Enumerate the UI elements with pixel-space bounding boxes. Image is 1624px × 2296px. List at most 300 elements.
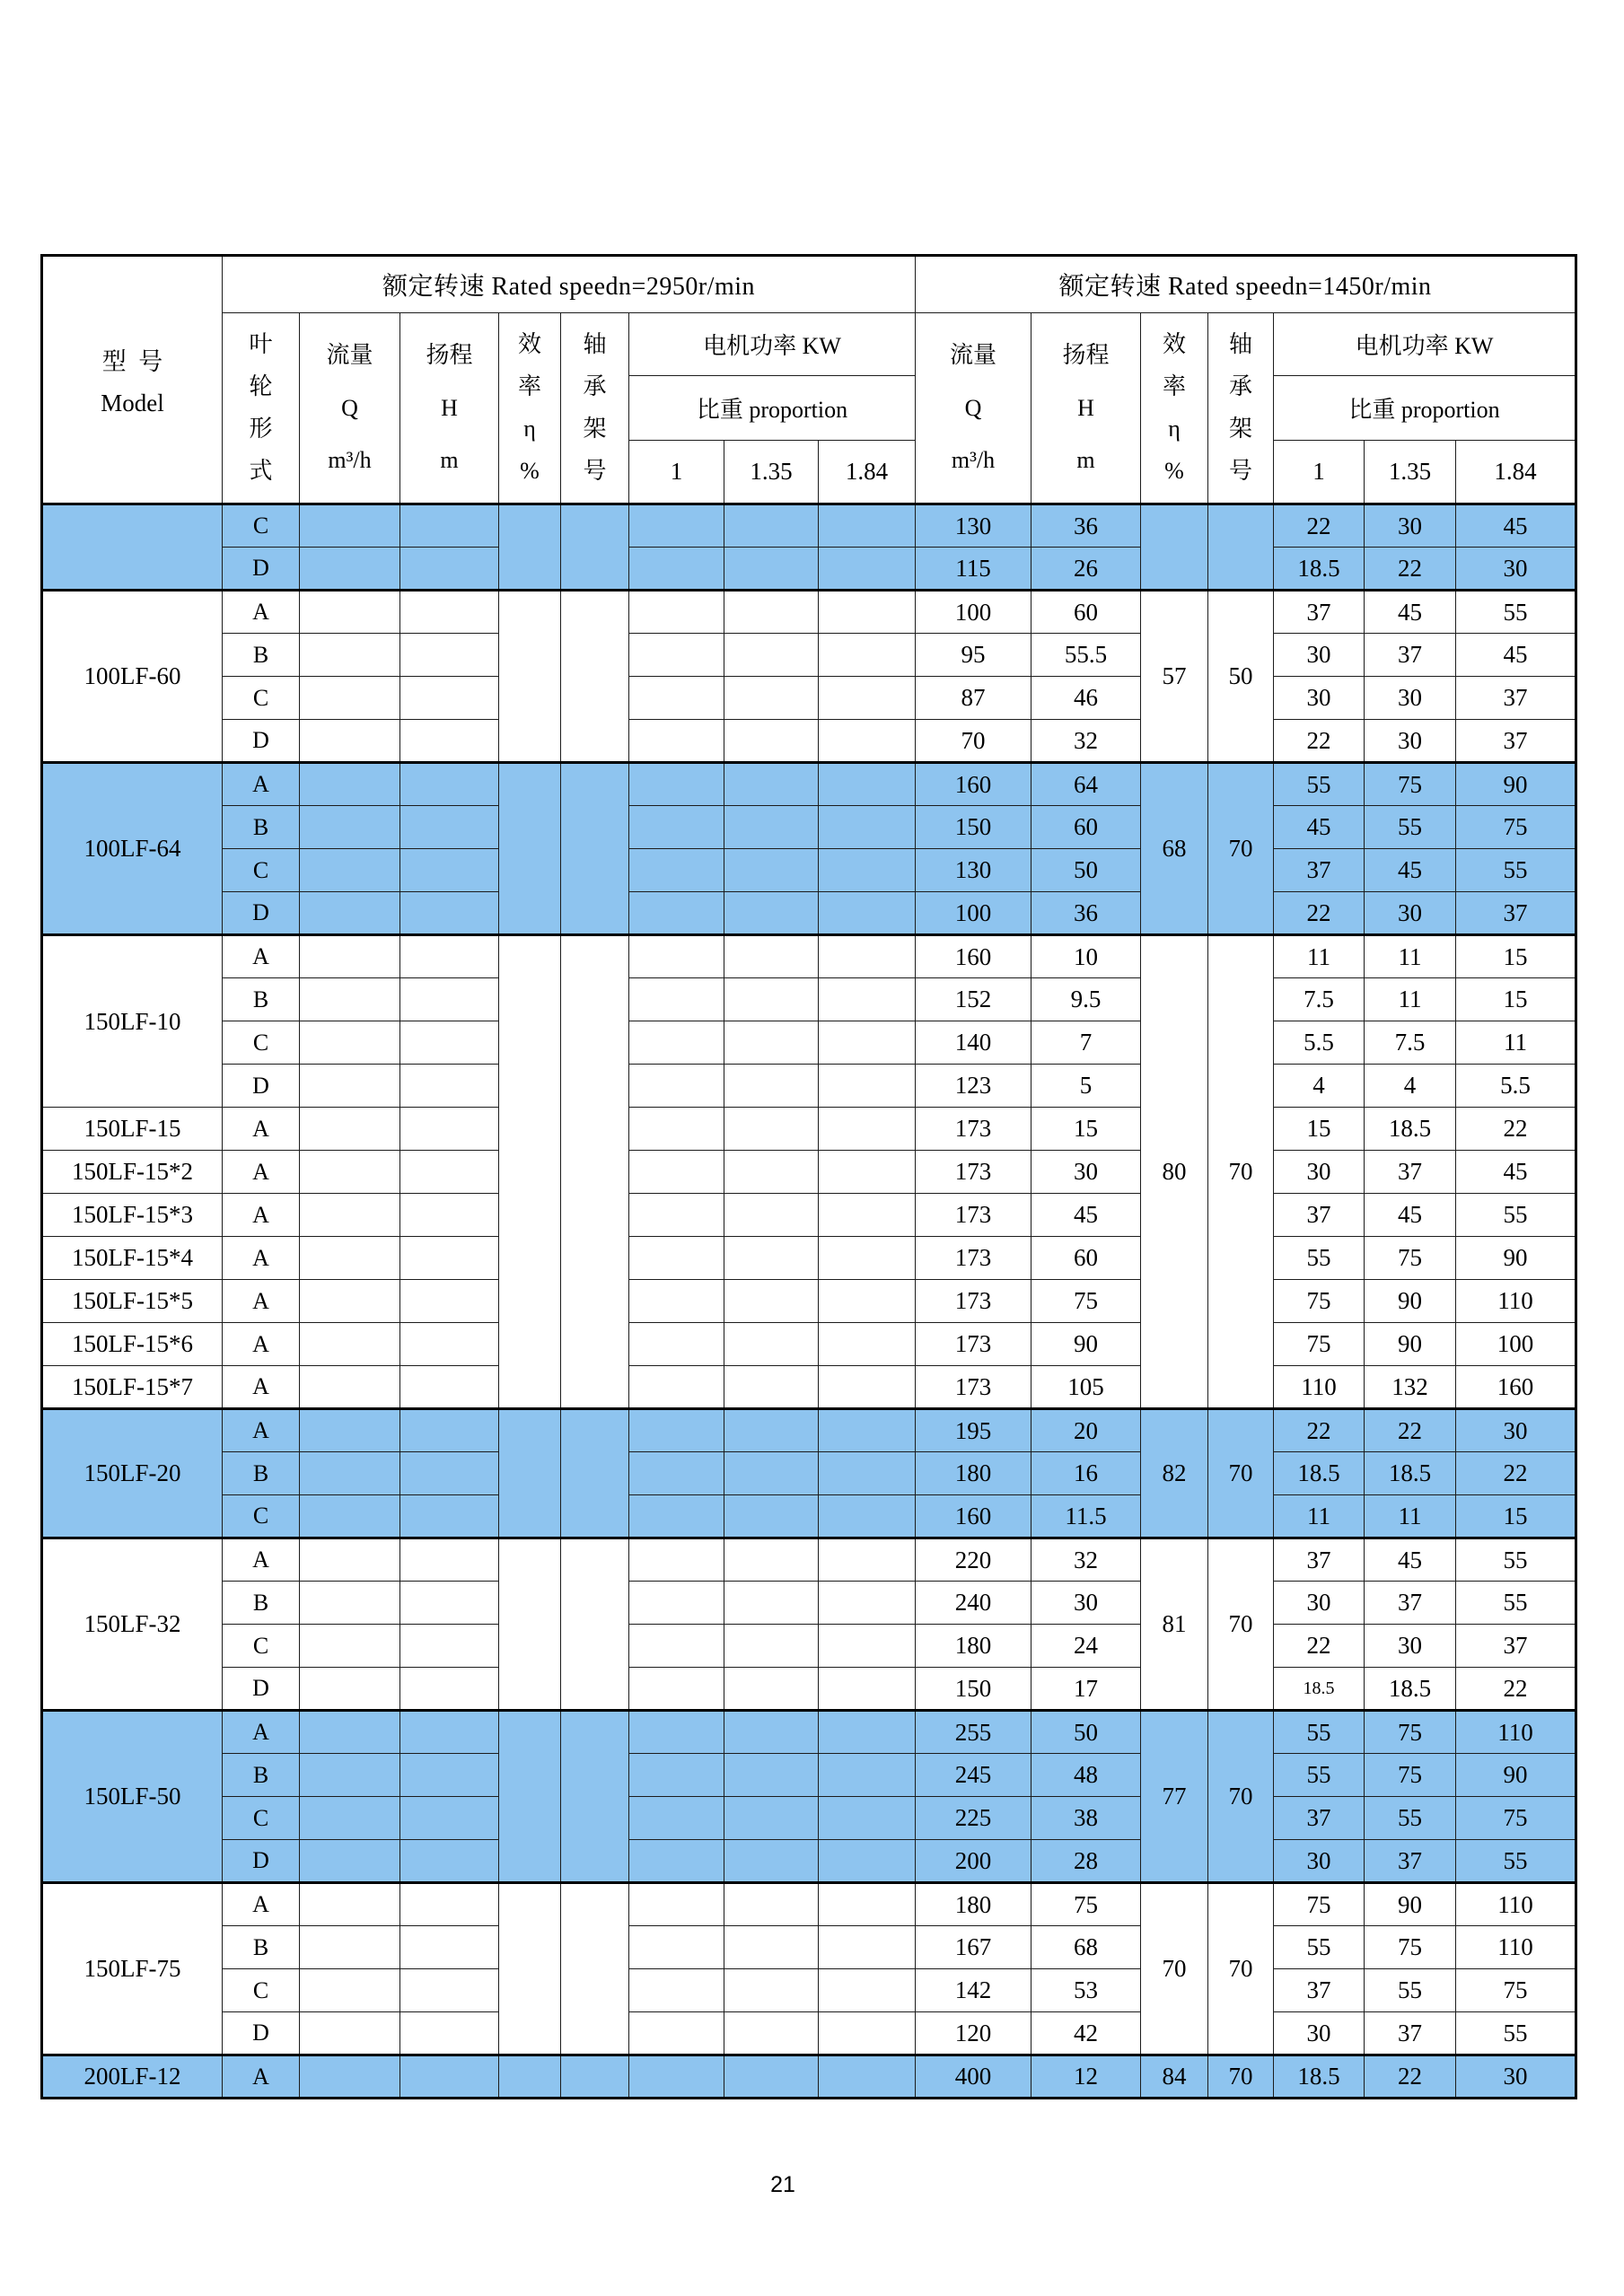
cell-efficiency-2950 [499,504,561,591]
cell-head-1450: 17 [1031,1668,1141,1711]
cell-power-1450-2: 55 [1456,1582,1576,1625]
cell-power-1450-2: 45 [1456,1151,1576,1194]
header-flow-2950-line-0: 流量 [326,342,373,368]
cell-power-2950-2 [819,1582,916,1625]
cell-power-1450-1: 75 [1365,1754,1456,1797]
cell-power-1450-0: 18.5 [1274,2055,1365,2099]
cell-power-1450-0: 37 [1274,1194,1365,1237]
cell-power-2950-0 [629,634,724,677]
header-proportion-value-2950-1: 1.35 [724,441,819,504]
cell-head-2950 [400,1366,499,1409]
cell-power-2950-0 [629,1065,724,1108]
cell-head-1450: 60 [1031,1237,1141,1280]
cell-power-2950-0 [629,978,724,1021]
cell-power-1450-0: 30 [1274,1840,1365,1883]
cell-flow-1450: 130 [916,504,1031,548]
model-header-en: Model [101,390,164,416]
header-efficiency-1450-line-1: 率 [1162,373,1186,400]
cell-power-2950-2 [819,1237,916,1280]
cell-power-2950-2 [819,1625,916,1668]
cell-power-1450-1: 30 [1365,892,1456,935]
cell-flow-2950 [300,978,400,1021]
cell-power-1450-1: 55 [1365,1969,1456,2012]
cell-power-2950-1 [724,1538,819,1582]
cell-power-2950-1 [724,1237,819,1280]
cell-bearing-2950 [561,504,629,591]
cell-power-2950-1 [724,1151,819,1194]
cell-flow-2950 [300,1452,400,1495]
table-row [42,849,1576,892]
cell-power-2950-0 [629,763,724,806]
cell-head-1450: 75 [1031,1883,1141,1926]
cell-bearing-2950 [561,763,629,935]
cell-power-1450-1: 55 [1365,1797,1456,1840]
cell-power-1450-1: 4 [1365,1065,1456,1108]
cell-flow-1450: 180 [916,1883,1031,1926]
cell-impeller-type: C [223,504,300,548]
cell-power-2950-0 [629,1237,724,1280]
cell-power-2950-2 [819,763,916,806]
cell-impeller-type: C [223,1495,300,1538]
cell-head-1450: 12 [1031,2055,1141,2099]
cell-model: 150LF-10 [42,935,223,1108]
cell-flow-1450: 173 [916,1366,1031,1409]
cell-model: 150LF-32 [42,1538,223,1711]
header-bearing-1450-line-0: 轴 [1228,331,1252,358]
cell-flow-2950 [300,1366,400,1409]
cell-head-2950 [400,849,499,892]
cell-power-2950-1 [724,935,819,978]
cell-flow-2950 [300,935,400,978]
cell-flow-1450: 160 [916,1495,1031,1538]
cell-head-2950 [400,1926,499,1969]
cell-power-2950-1 [724,849,819,892]
table-row [42,1151,1576,1194]
header-efficiency-2950-line-3: % [520,457,540,484]
cell-head-2950 [400,1582,499,1625]
cell-flow-2950 [300,1668,400,1711]
cell-impeller-type: A [223,1237,300,1280]
cell-power-1450-2: 22 [1456,1108,1576,1151]
cell-power-2950-0 [629,1280,724,1323]
cell-power-1450-2: 110 [1456,1280,1576,1323]
cell-efficiency-1450: 68 [1141,763,1208,935]
cell-impeller-type: C [223,677,300,720]
cell-flow-2950 [300,1711,400,1754]
cell-bearing-2950 [561,591,629,763]
cell-power-2950-2 [819,1323,916,1366]
cell-power-2950-1 [724,1366,819,1409]
page-number: 21 [770,2172,795,2197]
cell-power-1450-0: 75 [1274,1883,1365,1926]
cell-head-1450: 50 [1031,1711,1141,1754]
cell-flow-2950 [300,1582,400,1625]
cell-head-2950 [400,1108,499,1151]
cell-power-2950-0 [629,1194,724,1237]
table-row [42,2055,1576,2099]
cell-head-2950 [400,1797,499,1840]
cell-bearing-1450: 70 [1208,935,1274,1409]
cell-model: 150LF-15 [42,1108,223,1151]
cell-flow-1450: 195 [916,1409,1031,1452]
header-impeller-type-line-3: 式 [249,457,273,484]
cell-efficiency-2950 [499,1883,561,2055]
table-row [42,1538,1576,1582]
cell-efficiency-2950 [499,2055,561,2099]
cell-impeller-type: A [223,763,300,806]
header-impeller-type-line-1: 轮 [249,373,273,400]
header-efficiency-1450-line-0: 效 [1162,331,1186,358]
cell-bearing-2950 [561,2055,629,2099]
cell-power-2950-2 [819,504,916,548]
pump-spec-table [40,254,1577,2099]
cell-power-2950-1 [724,2055,819,2099]
cell-power-1450-0: 37 [1274,1538,1365,1582]
cell-power-1450-2: 90 [1456,763,1576,806]
cell-impeller-type: A [223,1194,300,1237]
cell-flow-1450: 152 [916,978,1031,1021]
table-row [42,1625,1576,1668]
cell-flow-2950 [300,634,400,677]
cell-power-2950-2 [819,591,916,634]
cell-power-2950-1 [724,1668,819,1711]
table-row [42,1797,1576,1840]
cell-impeller-type: C [223,1969,300,2012]
table-row [42,1065,1576,1108]
header-flow-2950 [300,313,400,504]
cell-power-2950-2 [819,935,916,978]
cell-power-2950-2 [819,806,916,849]
cell-flow-1450: 100 [916,892,1031,935]
cell-power-2950-0 [629,1021,724,1065]
cell-power-2950-1 [724,1711,819,1754]
table-row [42,1194,1576,1237]
cell-head-1450: 20 [1031,1409,1141,1452]
cell-head-2950 [400,1969,499,2012]
cell-head-2950 [400,1452,499,1495]
cell-power-1450-1: 30 [1365,504,1456,548]
cell-power-1450-2: 22 [1456,1452,1576,1495]
cell-power-2950-0 [629,1582,724,1625]
cell-power-1450-0: 4 [1274,1065,1365,1108]
cell-model: 150LF-50 [42,1711,223,1883]
header-efficiency-2950-line-2: η [523,415,536,442]
cell-power-1450-0: 11 [1274,1495,1365,1538]
table-row [42,548,1576,591]
cell-head-1450: 30 [1031,1582,1141,1625]
cell-power-1450-0: 18.5 [1274,1452,1365,1495]
cell-impeller-type: B [223,1754,300,1797]
cell-power-1450-1: 45 [1365,1194,1456,1237]
cell-head-1450: 16 [1031,1452,1141,1495]
cell-impeller-type: D [223,892,300,935]
header-proportion-1450: 比重 proportion [1274,376,1576,441]
cell-power-2950-1 [724,1754,819,1797]
cell-flow-1450: 95 [916,634,1031,677]
cell-impeller-type: D [223,1840,300,1883]
cell-flow-1450: 173 [916,1280,1031,1323]
header-head-1450-line-2: m [1076,447,1095,473]
cell-power-1450-0: 22 [1274,1409,1365,1452]
cell-efficiency-1450: 70 [1141,1883,1208,2055]
cell-flow-1450: 173 [916,1108,1031,1151]
cell-flow-1450: 200 [916,1840,1031,1883]
cell-head-2950 [400,1625,499,1668]
cell-head-1450: 32 [1031,1538,1141,1582]
cell-power-1450-1: 11 [1365,978,1456,1021]
header-bearing-1450-line-2: 架 [1228,415,1252,442]
cell-power-1450-0: 37 [1274,591,1365,634]
cell-head-2950 [400,892,499,935]
cell-head-2950 [400,548,499,591]
table-row [42,978,1576,1021]
cell-flow-2950 [300,892,400,935]
cell-flow-2950 [300,1280,400,1323]
cell-power-2950-1 [724,1065,819,1108]
table-row [42,1495,1576,1538]
cell-power-2950-1 [724,1108,819,1151]
cell-efficiency-2950 [499,763,561,935]
cell-head-1450: 42 [1031,2012,1141,2055]
cell-head-2950 [400,2055,499,2099]
cell-power-1450-2: 75 [1456,806,1576,849]
cell-power-1450-2: 22 [1456,1668,1576,1711]
cell-power-2950-2 [819,1926,916,1969]
cell-flow-2950 [300,2012,400,2055]
cell-head-2950 [400,1237,499,1280]
cell-flow-1450: 173 [916,1237,1031,1280]
cell-head-2950 [400,978,499,1021]
cell-impeller-type: A [223,1711,300,1754]
header-flow-1450-line-1: Q [964,394,982,421]
cell-power-1450-0: 30 [1274,2012,1365,2055]
cell-flow-1450: 140 [916,1021,1031,1065]
cell-power-1450-2: 15 [1456,1495,1576,1538]
cell-efficiency-1450: 81 [1141,1538,1208,1711]
cell-flow-2950 [300,1926,400,1969]
cell-flow-1450: 173 [916,1151,1031,1194]
cell-power-2950-1 [724,806,819,849]
cell-power-2950-1 [724,548,819,591]
cell-power-1450-1: 11 [1365,935,1456,978]
table-row [42,1237,1576,1280]
header-flow-1450-line-2: m³/h [951,447,996,473]
cell-head-2950 [400,1194,499,1237]
cell-power-2950-2 [819,1754,916,1797]
cell-power-2950-1 [724,1409,819,1452]
cell-efficiency-1450: 82 [1141,1409,1208,1538]
cell-power-1450-0: 30 [1274,1151,1365,1194]
cell-model [42,504,223,591]
table-row [42,591,1576,634]
cell-power-1450-2: 55 [1456,849,1576,892]
header-proportion-value-1450-0: 1 [1274,441,1365,504]
cell-flow-1450: 142 [916,1969,1031,2012]
cell-flow-1450: 245 [916,1754,1031,1797]
cell-head-1450: 46 [1031,677,1141,720]
cell-power-1450-1: 90 [1365,1280,1456,1323]
table-row [42,720,1576,763]
cell-power-1450-0: 22 [1274,1625,1365,1668]
cell-power-2950-1 [724,1280,819,1323]
cell-flow-2950 [300,2055,400,2099]
cell-head-1450: 9.5 [1031,978,1141,1021]
header-rated-speed-2950: 额定转速 Rated speedn=2950r/min [223,256,916,313]
cell-bearing-2950 [561,935,629,1409]
header-proportion-value-2950-2: 1.84 [819,441,916,504]
cell-flow-2950 [300,591,400,634]
cell-head-1450: 36 [1031,892,1141,935]
cell-power-2950-1 [724,978,819,1021]
cell-power-1450-2: 37 [1456,677,1576,720]
cell-power-2950-0 [629,1797,724,1840]
table-row [42,1582,1576,1625]
table-row [42,2012,1576,2055]
cell-power-1450-1: 45 [1365,849,1456,892]
cell-power-2950-1 [724,1840,819,1883]
cell-power-2950-0 [629,1668,724,1711]
cell-flow-2950 [300,763,400,806]
cell-power-2950-0 [629,591,724,634]
cell-power-2950-0 [629,1151,724,1194]
header-bearing-1450-line-3: 号 [1228,457,1252,484]
cell-power-1450-1: 90 [1365,1323,1456,1366]
cell-power-1450-2: 55 [1456,1840,1576,1883]
cell-power-2950-2 [819,1495,916,1538]
cell-flow-2950 [300,1883,400,1926]
cell-power-2950-2 [819,978,916,1021]
header-efficiency-2950-line-1: 率 [517,373,541,400]
cell-power-1450-2: 75 [1456,1969,1576,2012]
cell-head-2950 [400,720,499,763]
cell-model: 150LF-20 [42,1409,223,1538]
cell-power-2950-0 [629,2055,724,2099]
cell-head-2950 [400,1668,499,1711]
cell-flow-2950 [300,1323,400,1366]
cell-power-1450-2: 110 [1456,1711,1576,1754]
cell-power-1450-2: 55 [1456,2012,1576,2055]
cell-flow-2950 [300,1495,400,1538]
cell-flow-2950 [300,677,400,720]
header-flow-2950-line-2: m³/h [328,447,372,473]
cell-power-2950-1 [724,892,819,935]
cell-power-1450-1: 18.5 [1365,1452,1456,1495]
cell-flow-1450: 130 [916,849,1031,892]
cell-impeller-type: A [223,1280,300,1323]
header-bearing-2950-line-1: 承 [583,373,607,400]
cell-head-1450: 48 [1031,1754,1141,1797]
cell-power-2950-0 [629,1754,724,1797]
table-row [42,504,1576,548]
cell-power-1450-0: 45 [1274,806,1365,849]
cell-flow-2950 [300,1194,400,1237]
cell-power-1450-0: 75 [1274,1323,1365,1366]
cell-power-2950-0 [629,1495,724,1538]
cell-power-1450-2: 37 [1456,720,1576,763]
header-impeller-type-line-2: 形 [249,415,273,442]
table-row [42,1409,1576,1452]
cell-power-1450-2: 15 [1456,978,1576,1021]
table-row [42,1754,1576,1797]
cell-power-2950-1 [724,1323,819,1366]
cell-power-2950-2 [819,1021,916,1065]
cell-impeller-type: A [223,1366,300,1409]
cell-flow-2950 [300,548,400,591]
cell-power-2950-0 [629,1452,724,1495]
table-row [42,634,1576,677]
cell-power-1450-1: 37 [1365,634,1456,677]
cell-power-2950-1 [724,591,819,634]
cell-power-1450-2: 45 [1456,634,1576,677]
cell-flow-1450: 70 [916,720,1031,763]
cell-power-1450-0: 37 [1274,1969,1365,2012]
cell-bearing-1450: 70 [1208,763,1274,935]
cell-flow-2950 [300,720,400,763]
header-efficiency-2950-line-0: 效 [517,331,541,358]
cell-power-1450-0: 7.5 [1274,978,1365,1021]
cell-bearing-2950 [561,1538,629,1711]
cell-impeller-type: B [223,1582,300,1625]
cell-power-1450-1: 75 [1365,1711,1456,1754]
header-head-2950 [400,313,499,504]
model-header-zh: 型 号 [101,348,163,375]
cell-power-1450-1: 90 [1365,1883,1456,1926]
cell-head-2950 [400,1538,499,1582]
cell-power-1450-0: 30 [1274,677,1365,720]
cell-impeller-type: A [223,1883,300,1926]
cell-power-2950-0 [629,935,724,978]
cell-power-1450-0: 110 [1274,1366,1365,1409]
cell-flow-1450: 120 [916,2012,1031,2055]
cell-head-2950 [400,677,499,720]
cell-power-1450-2: 30 [1456,2055,1576,2099]
table-row [42,1711,1576,1754]
cell-power-1450-0: 18.5 [1274,1668,1365,1711]
table-row [42,1452,1576,1495]
cell-power-2950-2 [819,1108,916,1151]
cell-power-1450-2: 55 [1456,1538,1576,1582]
cell-power-1450-0: 37 [1274,1797,1365,1840]
cell-head-2950 [400,763,499,806]
cell-head-1450: 26 [1031,548,1141,591]
cell-flow-1450: 180 [916,1452,1031,1495]
cell-power-2950-2 [819,849,916,892]
cell-head-1450: 90 [1031,1323,1141,1366]
cell-flow-1450: 220 [916,1538,1031,1582]
cell-power-1450-0: 37 [1274,849,1365,892]
cell-power-2950-2 [819,1668,916,1711]
cell-power-1450-0: 55 [1274,1926,1365,1969]
table-row [42,1926,1576,1969]
cell-flow-1450: 255 [916,1711,1031,1754]
cell-head-2950 [400,1065,499,1108]
cell-power-1450-2: 90 [1456,1754,1576,1797]
cell-model: 200LF-12 [42,2055,223,2099]
cell-flow-2950 [300,1409,400,1452]
cell-power-2950-1 [724,1194,819,1237]
cell-power-1450-1: 11 [1365,1495,1456,1538]
cell-head-1450: 60 [1031,806,1141,849]
header-head-2950-line-0: 扬程 [426,342,473,368]
header-bearing-2950-line-2: 架 [583,415,607,442]
header-head-1450-line-0: 扬程 [1062,342,1110,368]
table-header [42,256,1576,504]
cell-head-2950 [400,1409,499,1452]
header-motor-power-1450: 电机功率 KW [1274,313,1576,376]
cell-power-2950-0 [629,548,724,591]
cell-head-1450: 36 [1031,504,1141,548]
cell-power-2950-2 [819,1151,916,1194]
